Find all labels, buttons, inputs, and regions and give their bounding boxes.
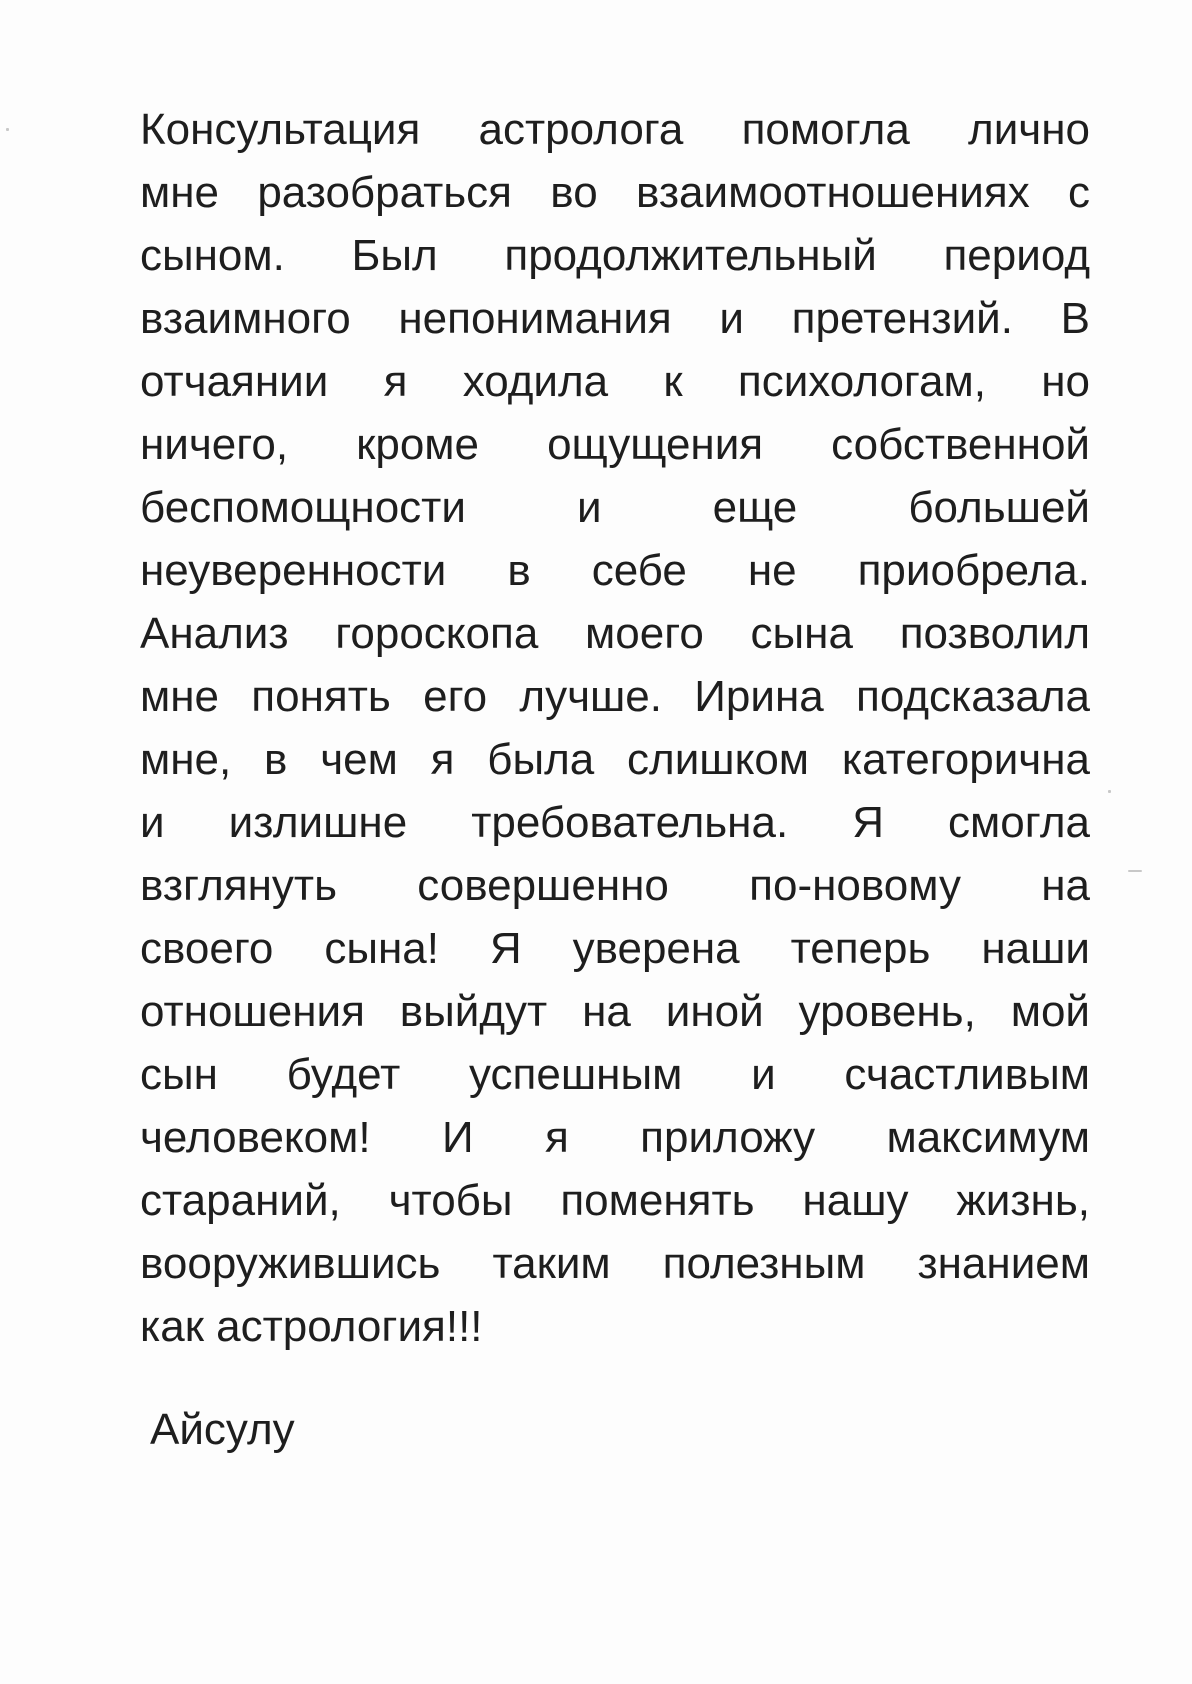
text-line: отношения выйдут на иной уровень, мой	[140, 987, 1090, 1036]
text-line: своего сына! Я уверена теперь наши	[140, 924, 1090, 973]
text-line: Консультация астролога помогла лично	[140, 105, 1090, 154]
signature-name: Айсулу	[150, 1405, 295, 1454]
scan-speck	[1108, 790, 1111, 793]
text-line: ничего, кроме ощущения собственной	[140, 420, 1090, 469]
text-line: мне разобраться во взаимоотношениях с	[140, 168, 1090, 217]
text-line: отчаянии я ходила к психологам, но	[140, 357, 1090, 406]
text-line: вооружившись таким полезным знанием	[140, 1239, 1090, 1288]
text-line: сыном. Был продолжительный период	[140, 231, 1090, 280]
text-line: стараний, чтобы поменять нашу жизнь,	[140, 1176, 1090, 1225]
text-line: мне понять его лучше. Ирина подсказала	[140, 672, 1090, 721]
scan-speck	[1128, 870, 1142, 872]
text-line: человеком! И я приложу максимум	[140, 1113, 1090, 1162]
text-line: беспомощности и еще большей	[140, 483, 1090, 532]
text-line: сын будет успешным и счастливым	[140, 1050, 1090, 1099]
text-line: мне, в чем я была слишком категорична	[140, 735, 1090, 784]
text-line: как астрология!!!	[140, 1302, 483, 1351]
text-line: Анализ гороскопа моего сына позволил	[140, 609, 1090, 658]
text-line: и излишне требовательна. Я смогла	[140, 798, 1090, 847]
text-line: неуверенности в себе не приобрела.	[140, 546, 1090, 595]
text-line: взглянуть совершенно по-новому на	[140, 861, 1090, 910]
testimonial-text	[140, 98, 1090, 1358]
text-line: взаимного непонимания и претензий. В	[140, 294, 1090, 343]
scan-speck	[6, 128, 9, 131]
